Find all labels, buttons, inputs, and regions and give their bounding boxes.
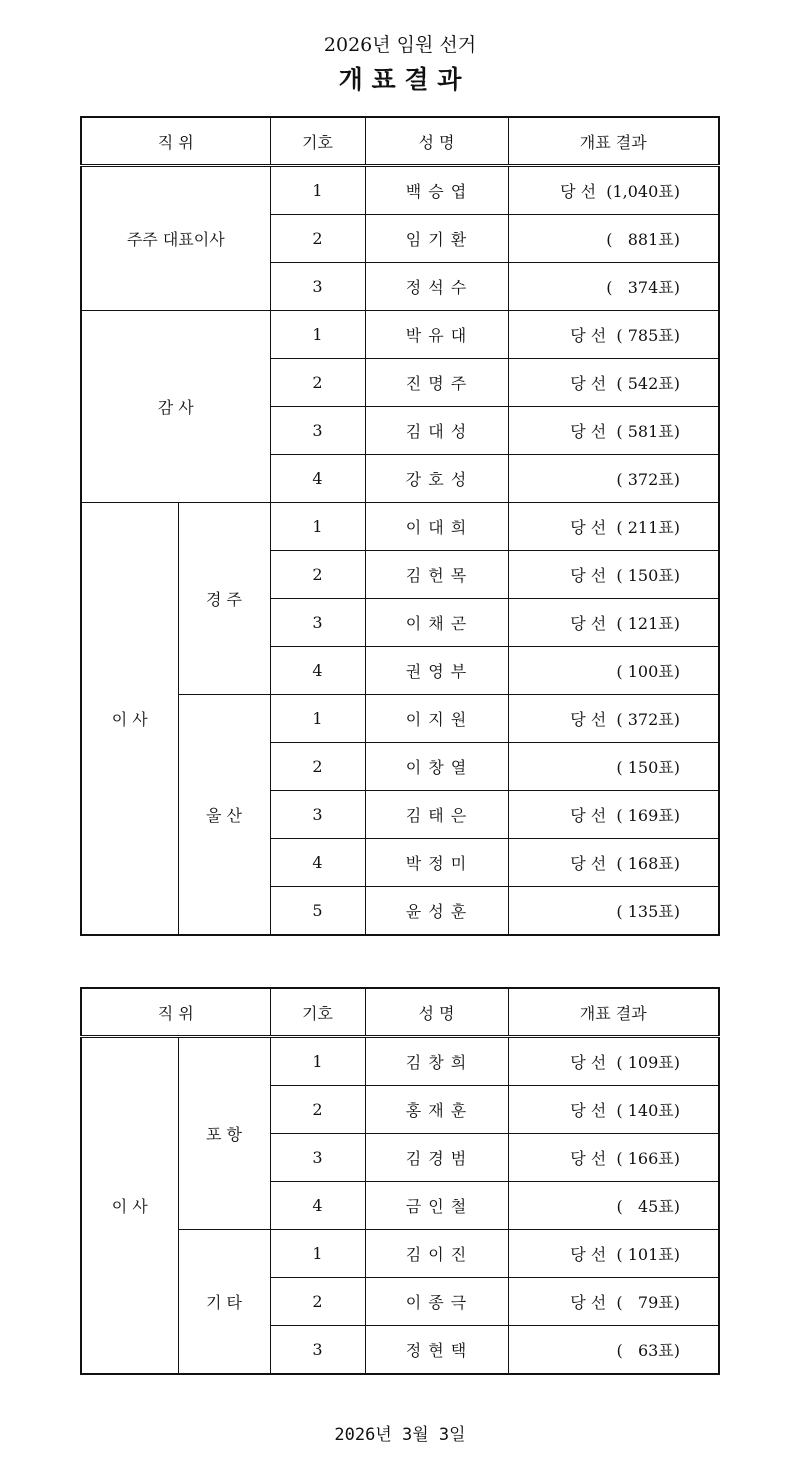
vote-result: ( 135표) xyxy=(508,887,719,936)
candidate-name: 이 채 곤 xyxy=(365,599,508,647)
candidate-name: 김 헌 목 xyxy=(365,551,508,599)
vote-result: ( 372표) xyxy=(508,455,719,503)
table-row xyxy=(81,311,719,359)
candidate-name: 박 정 미 xyxy=(365,839,508,887)
row-number: 5 xyxy=(270,887,365,936)
vote-result: 당 선 ( 168표) xyxy=(508,839,719,887)
vote-result: 당 선 ( 121표) xyxy=(508,599,719,647)
header-position: 직 위 xyxy=(81,117,270,166)
row-number: 3 xyxy=(270,1134,365,1182)
category-director: 이 사 xyxy=(81,503,178,936)
row-number: 4 xyxy=(270,455,365,503)
candidate-name: 김 태 은 xyxy=(365,791,508,839)
row-number: 2 xyxy=(270,359,365,407)
candidate-name: 강 호 성 xyxy=(365,455,508,503)
region-pohang: 포 항 xyxy=(178,1037,270,1230)
row-number: 2 xyxy=(270,1278,365,1326)
candidate-name: 진 명 주 xyxy=(365,359,508,407)
vote-result: ( 374표) xyxy=(508,263,719,311)
candidate-name: 윤 성 훈 xyxy=(365,887,508,936)
candidate-name: 김 경 범 xyxy=(365,1134,508,1182)
vote-result: 당 선 ( 79표) xyxy=(508,1278,719,1326)
header-result: 개표 결과 xyxy=(508,117,719,166)
row-number: 3 xyxy=(270,263,365,311)
region-gyeongju: 경 주 xyxy=(178,503,270,695)
vote-result: ( 150표) xyxy=(508,743,719,791)
vote-result: 당 선 ( 109표) xyxy=(508,1037,719,1086)
document-title: 2026년 임원 선거 xyxy=(323,34,477,56)
row-number: 4 xyxy=(270,1182,365,1230)
vote-result: 당 선 ( 581표) xyxy=(508,407,719,455)
header-number: 기호 xyxy=(270,988,365,1037)
row-number: 1 xyxy=(270,311,365,359)
candidate-name: 임 기 환 xyxy=(365,215,508,263)
candidate-name: 이 지 원 xyxy=(365,695,508,743)
row-number: 4 xyxy=(270,839,365,887)
results-table-1 xyxy=(80,116,720,936)
header-name: 성 명 xyxy=(365,988,508,1037)
header-result: 개표 결과 xyxy=(508,988,719,1037)
row-number: 2 xyxy=(270,551,365,599)
candidate-name: 이 창 열 xyxy=(365,743,508,791)
candidate-name: 정 현 택 xyxy=(365,1326,508,1375)
header-name: 성 명 xyxy=(365,117,508,166)
vote-result: 당 선 ( 785표) xyxy=(508,311,719,359)
vote-result: 당 선 ( 150표) xyxy=(508,551,719,599)
document-subtitle: 개 표 결 과 xyxy=(338,65,462,94)
row-number: 2 xyxy=(270,215,365,263)
header-number: 기호 xyxy=(270,117,365,166)
vote-result: 당 선 (1,040표) xyxy=(508,166,719,215)
vote-result: 당 선 ( 101표) xyxy=(508,1230,719,1278)
candidate-name: 박 유 대 xyxy=(365,311,508,359)
table-row xyxy=(81,503,719,551)
vote-result: ( 63표) xyxy=(508,1326,719,1375)
candidate-name: 권 영 부 xyxy=(365,647,508,695)
row-number: 3 xyxy=(270,599,365,647)
candidate-name: 이 종 극 xyxy=(365,1278,508,1326)
candidate-name: 김 이 진 xyxy=(365,1230,508,1278)
header-position: 직 위 xyxy=(81,988,270,1037)
candidate-name: 백 승 엽 xyxy=(365,166,508,215)
vote-result: ( 100표) xyxy=(508,647,719,695)
category-director: 이 사 xyxy=(81,1037,178,1375)
candidate-name: 김 창 희 xyxy=(365,1037,508,1086)
vote-result: 당 선 ( 166표) xyxy=(508,1134,719,1182)
region-other: 기 타 xyxy=(178,1230,270,1375)
vote-result: 당 선 ( 211표) xyxy=(508,503,719,551)
row-number: 1 xyxy=(270,503,365,551)
row-number: 2 xyxy=(270,1086,365,1134)
candidate-name: 홍 재 훈 xyxy=(365,1086,508,1134)
row-number: 1 xyxy=(270,1230,365,1278)
table-row xyxy=(81,1037,719,1086)
row-number: 3 xyxy=(270,791,365,839)
row-number: 2 xyxy=(270,743,365,791)
vote-result: ( 881표) xyxy=(508,215,719,263)
vote-result: 당 선 ( 169표) xyxy=(508,791,719,839)
candidate-name: 정 석 수 xyxy=(365,263,508,311)
row-number: 3 xyxy=(270,407,365,455)
row-number: 1 xyxy=(270,166,365,215)
region-ulsan: 울 산 xyxy=(178,695,270,936)
results-table-2 xyxy=(80,987,720,1375)
table-row xyxy=(81,166,719,215)
category-auditor: 감 사 xyxy=(81,311,270,503)
row-number: 3 xyxy=(270,1326,365,1375)
vote-result: ( 45표) xyxy=(508,1182,719,1230)
document-date: 2026년 3월 3일 xyxy=(334,1425,466,1445)
vote-result: 당 선 ( 542표) xyxy=(508,359,719,407)
vote-result: 당 선 ( 140표) xyxy=(508,1086,719,1134)
row-number: 1 xyxy=(270,695,365,743)
candidate-name: 이 대 희 xyxy=(365,503,508,551)
candidate-name: 김 대 성 xyxy=(365,407,508,455)
vote-result: 당 선 ( 372표) xyxy=(508,695,719,743)
row-number: 4 xyxy=(270,647,365,695)
candidate-name: 금 인 철 xyxy=(365,1182,508,1230)
row-number: 1 xyxy=(270,1037,365,1086)
category-ceo: 주주 대표이사 xyxy=(81,166,270,311)
